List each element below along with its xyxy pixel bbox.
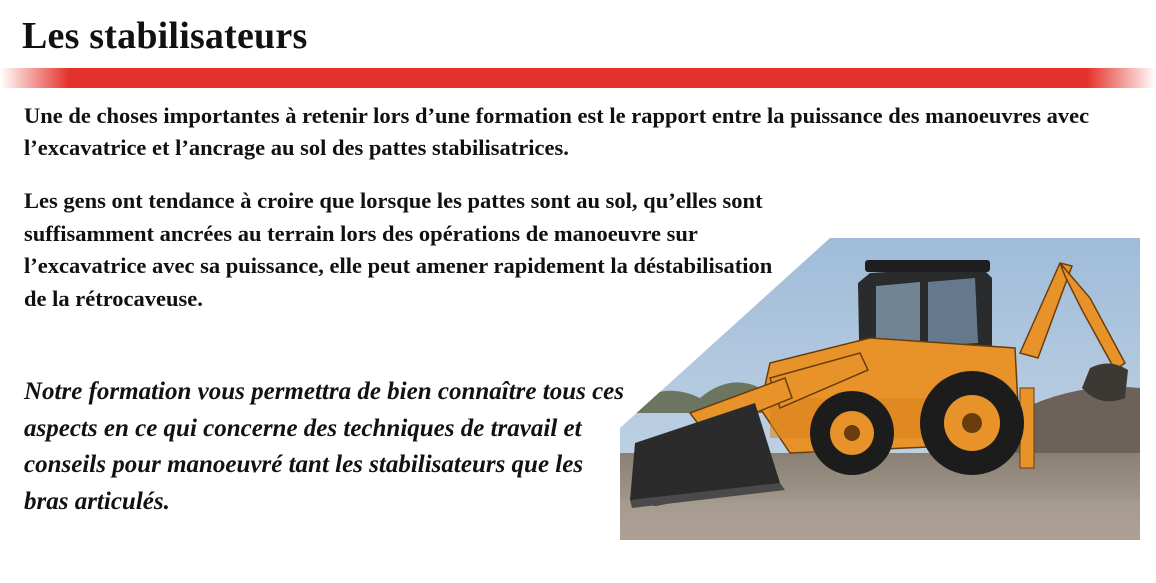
intro-paragraph: Une de choses importantes à retenir lors d’une formation est le rapport entre la puissance des manoeuvres avec l’excavatrice et l’ancrage au sol des pattes stabilisatrices.: [24, 103, 1090, 160]
body-paragraph: Les gens ont tendance à croire que lorsque les pattes sont au sol, qu’elles sont suffisamment ancrées au terrain lors des opérations de manoeuvre sur l’excavatrice avec sa puissance, elle peut amener rapidement la déstabilisation de la rétrocaveuse.: [24, 188, 773, 311]
title-underline-bar: [0, 68, 1156, 88]
page-title: Les stabilisateurs: [22, 15, 308, 57]
formation-highlight-paragraph: Notre formation vous permettra de bien connaître tous ces aspects en ce qui concerne des techniques de travail et conseils pour manoeuvré tant les stabilisateurs que les bras articulés.: [24, 378, 624, 515]
